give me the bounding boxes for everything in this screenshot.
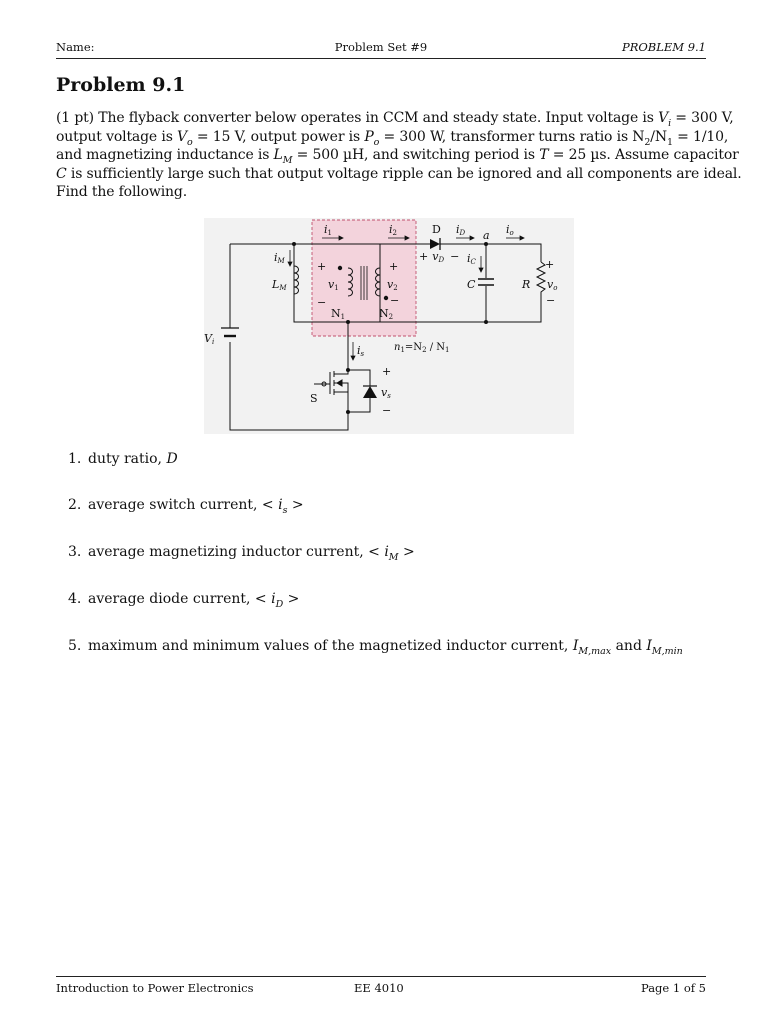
- label-vo-minus: −: [546, 294, 556, 307]
- secondary-dot: [384, 296, 388, 300]
- question-4: 4. average diode current, < $i_D$ >: [68, 591, 300, 610]
- primary-dot: [338, 266, 342, 270]
- header-problem-set: Problem Set #9: [334, 40, 428, 54]
- label-switch-s: S: [310, 392, 318, 405]
- label-i2: i2: [389, 223, 397, 237]
- header-rule: [56, 58, 706, 59]
- label-v2: v2: [387, 278, 398, 292]
- flyback-circuit-diagram: [204, 218, 574, 434]
- statement-line-5: Find the following.: [56, 184, 188, 200]
- problem-title: Problem 9.1: [56, 74, 186, 96]
- label-im: iM: [274, 251, 285, 265]
- label-ic: iC: [467, 252, 476, 266]
- label-n2: N2: [379, 307, 394, 321]
- label-id: iD: [456, 223, 466, 237]
- statement-line-4: C is sufficiently large such that output voltage ripple can be ignored and all components are ideal.: [56, 165, 742, 182]
- footer-rule: [56, 976, 706, 977]
- label-v1: v1: [328, 278, 339, 292]
- question-1: 1. duty ratio, D: [68, 451, 178, 467]
- label-v2-minus: −: [390, 294, 400, 307]
- question-2: 2. average switch current, < $i_s$ >: [68, 497, 304, 516]
- problem-statement: [56, 109, 742, 202]
- question-5: 5. maximum and minimum values of the magnetized inductor current, $I_{M,max}$ and $I_{M,min}$: [68, 638, 683, 657]
- header-problem: PROBLEM 9.1: [621, 40, 706, 54]
- label-turns-ratio: $n_1=N_2 / N_1$: [394, 342, 450, 354]
- label-vi: Vi: [204, 332, 215, 346]
- label-vo-plus: +: [545, 258, 555, 271]
- header-name: Name:: [56, 40, 95, 54]
- label-vs-plus: +: [382, 365, 392, 378]
- label-v2-plus: +: [389, 260, 399, 273]
- footer-page: Page 1 of 5: [640, 981, 706, 995]
- label-v1-plus: +: [317, 260, 327, 273]
- label-n1: N1: [331, 307, 346, 321]
- label-lm: LM: [272, 278, 287, 292]
- label-io: io: [506, 223, 514, 237]
- statement-line-1: (1 pt) The flyback converter below operates in CCM and steady state. Input voltage is $V_i = 300$ V,: [56, 110, 734, 129]
- label-vs: vs: [381, 386, 391, 400]
- footer-code: EE 4010: [354, 981, 404, 995]
- label-vd: + vD −: [419, 250, 460, 264]
- label-vs-minus: −: [382, 404, 392, 417]
- label-is: is: [357, 344, 365, 358]
- label-capacitor-c: C: [467, 278, 476, 291]
- label-v1-minus: −: [317, 296, 327, 309]
- statement-line-2: output voltage is $V_o = 15$ V, output power is $P_o = 300$ W, transformer turns ratio is $N_2/N_1 = 1/10$,: [56, 128, 729, 148]
- label-diode-d: D: [432, 223, 441, 236]
- label-resistor-r: R: [522, 278, 531, 291]
- footer-course: Introduction to Power Electronics: [56, 981, 254, 995]
- statement-line-3: and magnetizing inductance is $L_M = 500$ µH, and switching period is T = 25 µs. Assume capacitor: [56, 147, 739, 166]
- label-i1: i1: [324, 223, 332, 237]
- question-3: 3. average magnetizing inductor current, < $i_M$ >: [68, 544, 415, 563]
- page-header: [56, 40, 706, 58]
- label-node-a: a: [483, 229, 490, 242]
- label-vo: vo: [547, 278, 558, 292]
